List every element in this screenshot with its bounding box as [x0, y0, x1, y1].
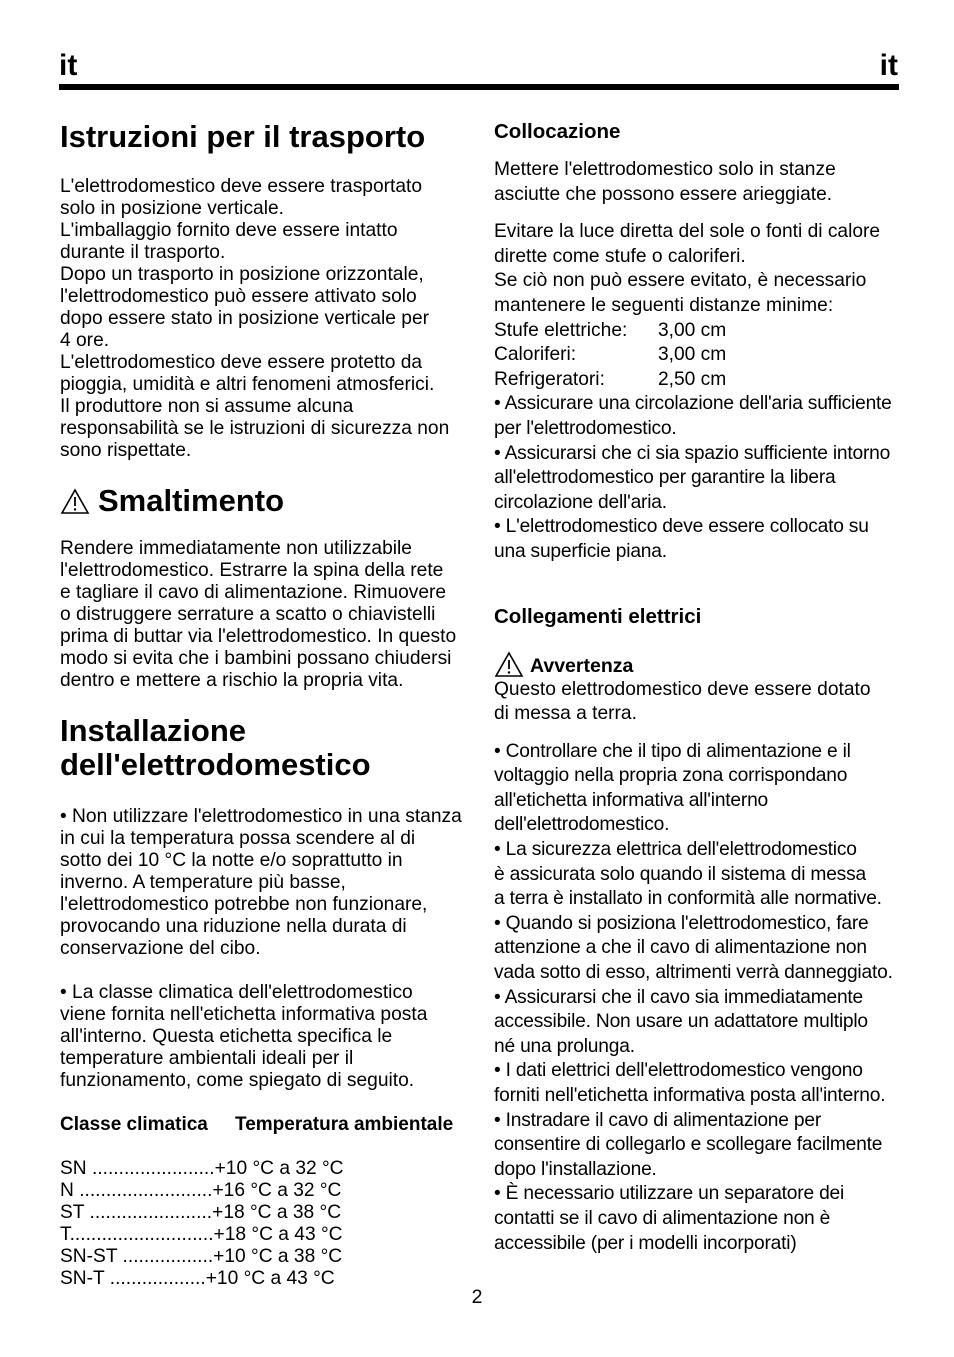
location-text-1: Mettere l'elettrodomestico solo in stanze asciutte che possono essere arieggiate. — [494, 159, 836, 205]
header-rule — [59, 84, 899, 90]
disposal-text: Rendere immediatamente non utilizzabile l'elettrodomestico. Estrarre la spina della rete e tagliare il cavo di alimentazione. Rimuovere o distruggere serrature a scatto o chiavistelli prima di buttar via l'elettrodomestico. In questo modo si evita che i bambini possano chiudersi dentro e mettere a rischio la propria vita. — [60, 538, 457, 691]
distance-label: Caloriferi: — [494, 344, 577, 366]
warning-heading — [494, 651, 904, 678]
warning-text: Questo elettrodomestico deve essere dotato di messa a terra. — [494, 678, 871, 725]
install-title-line-2: dell'elettrodomestico — [60, 747, 371, 782]
transport-text: L'elettrodomestico deve essere trasportato solo in posizione verticale. L'imballaggio fornito deve essere intatto durante il trasporto. Dopo un trasporto in posizione orizzontale, l'elettrodomestico può essere attivato solo dopo essere stato in posizione verticale per 4 ore. L'elettrodomestico deve essere protetto da pioggia, umidità e altri fenomeni atmosferici. Il produttore non si assume alcuna responsabilità se le istruzioni di sicurezza non sono rispettate. — [60, 176, 450, 461]
disposal-heading — [60, 484, 468, 518]
climate-table — [60, 1158, 468, 1290]
table-row: SN .......................+10 °C a 32 °C — [60, 1158, 344, 1179]
distance-value: 2,50 cm — [658, 368, 727, 390]
table-row: SN-ST .................+10 °C a 38 °C — [60, 1246, 343, 1267]
distance-list — [494, 319, 904, 393]
location-title: Collocazione — [494, 120, 621, 143]
location-text-3: • Assicurare una circolazione dell'aria sufficiente per l'elettrodomestico. • Assicurarsi che ci sia spazio sufficiente intorno all'elettrodomestico per garantire la libera circolazione dell'aria. • L'elettrodomestico deve essere collocato su una superficie piana. — [494, 393, 892, 562]
distance-label: Refrigeratori: — [494, 368, 605, 390]
right-column — [494, 120, 904, 1256]
list-item — [494, 319, 904, 344]
disposal-title: Smaltimento — [98, 483, 285, 518]
list-item — [494, 343, 904, 368]
warning-icon — [494, 651, 524, 678]
table-row: N .........................+16 °C a 32 °C — [60, 1180, 342, 1201]
climate-header-temp: Temperatura ambientale — [235, 1114, 454, 1135]
transport-title: Istruzioni per il trasporto — [60, 119, 426, 154]
install-title — [60, 714, 468, 782]
warning-label: Avvertenza — [530, 654, 634, 677]
warning-icon — [60, 488, 90, 515]
distance-value: 3,00 cm — [658, 344, 727, 366]
table-row: ST .......................+18 °C a 38 °C — [60, 1202, 342, 1223]
install-text-1: • Non utilizzare l'elettrodomestico in una stanza in cui la temperatura possa scendere al di sotto dei 10 °C la notte e/o soprattutto in inverno. A temperature più basse, l'elettrodomestico potrebbe non funzionare, provocando una riduzione nella durata di conservazione del cibo. — [60, 806, 462, 959]
page-number: 2 — [471, 1286, 483, 1308]
left-column — [60, 120, 468, 1290]
distance-label: Stufe elettriche: — [494, 319, 628, 341]
location-text-2: Evitare la luce diretta del sole o fonti di calore dirette come stufe o caloriferi. Se ciò non può essere evitato, è necessario mantenere le seguenti distanze minime: — [494, 221, 881, 316]
electric-title: Collegamenti elettrici — [494, 604, 702, 628]
table-row: T...........................+18 °C a 43 °C — [60, 1224, 343, 1245]
climate-table-header — [60, 1114, 468, 1136]
distance-value: 3,00 cm — [658, 319, 727, 341]
header-lang-left: it — [59, 49, 78, 82]
electric-text: • Controllare che il tipo di alimentazione e il voltaggio nella propria zona corrispondano all'etichetta informativa all'interno dell'elettrodomestico. • La sicurezza elettrica dell'elettrodomestico è assicurata solo quando il sistema di messa a terra è installato in conformità alle normative. • Quando si posiziona l'elettrodomestico, fare attenzione a che il cavo di alimentazione non vada sotto di esso, altrimenti verrà danneggiato. • Assicurarsi che il cavo sia immediatamente accessibile. Non usare un adattatore multiplo né una prolunga. • I dati elettrici dell'elettrodomestico vengono forniti nell'etichetta informativa posta all'interno. • Instradare il cavo di alimentazione per consentire di collegarlo e scollegare facilmente dopo l'installazione. • È necessario utilizzare un separatore dei contatti se il cavo di alimentazione non è accessibile (per i modelli incorporati) — [494, 740, 893, 1254]
table-row: SN-T ..................+10 °C a 43 °C — [60, 1268, 335, 1289]
install-text-2: • La classe climatica dell'elettrodomestico viene fornita nell'etichetta informativa posta all'interno. Questa etichetta specifica le temperature ambientali ideali per il funzionamento, come spiegato di seguito. — [60, 982, 428, 1091]
list-item — [494, 368, 904, 393]
install-title-line-1: Installazione — [60, 713, 247, 748]
header-lang-right: it — [879, 49, 898, 82]
climate-header-class: Classe climatica — [60, 1114, 208, 1135]
